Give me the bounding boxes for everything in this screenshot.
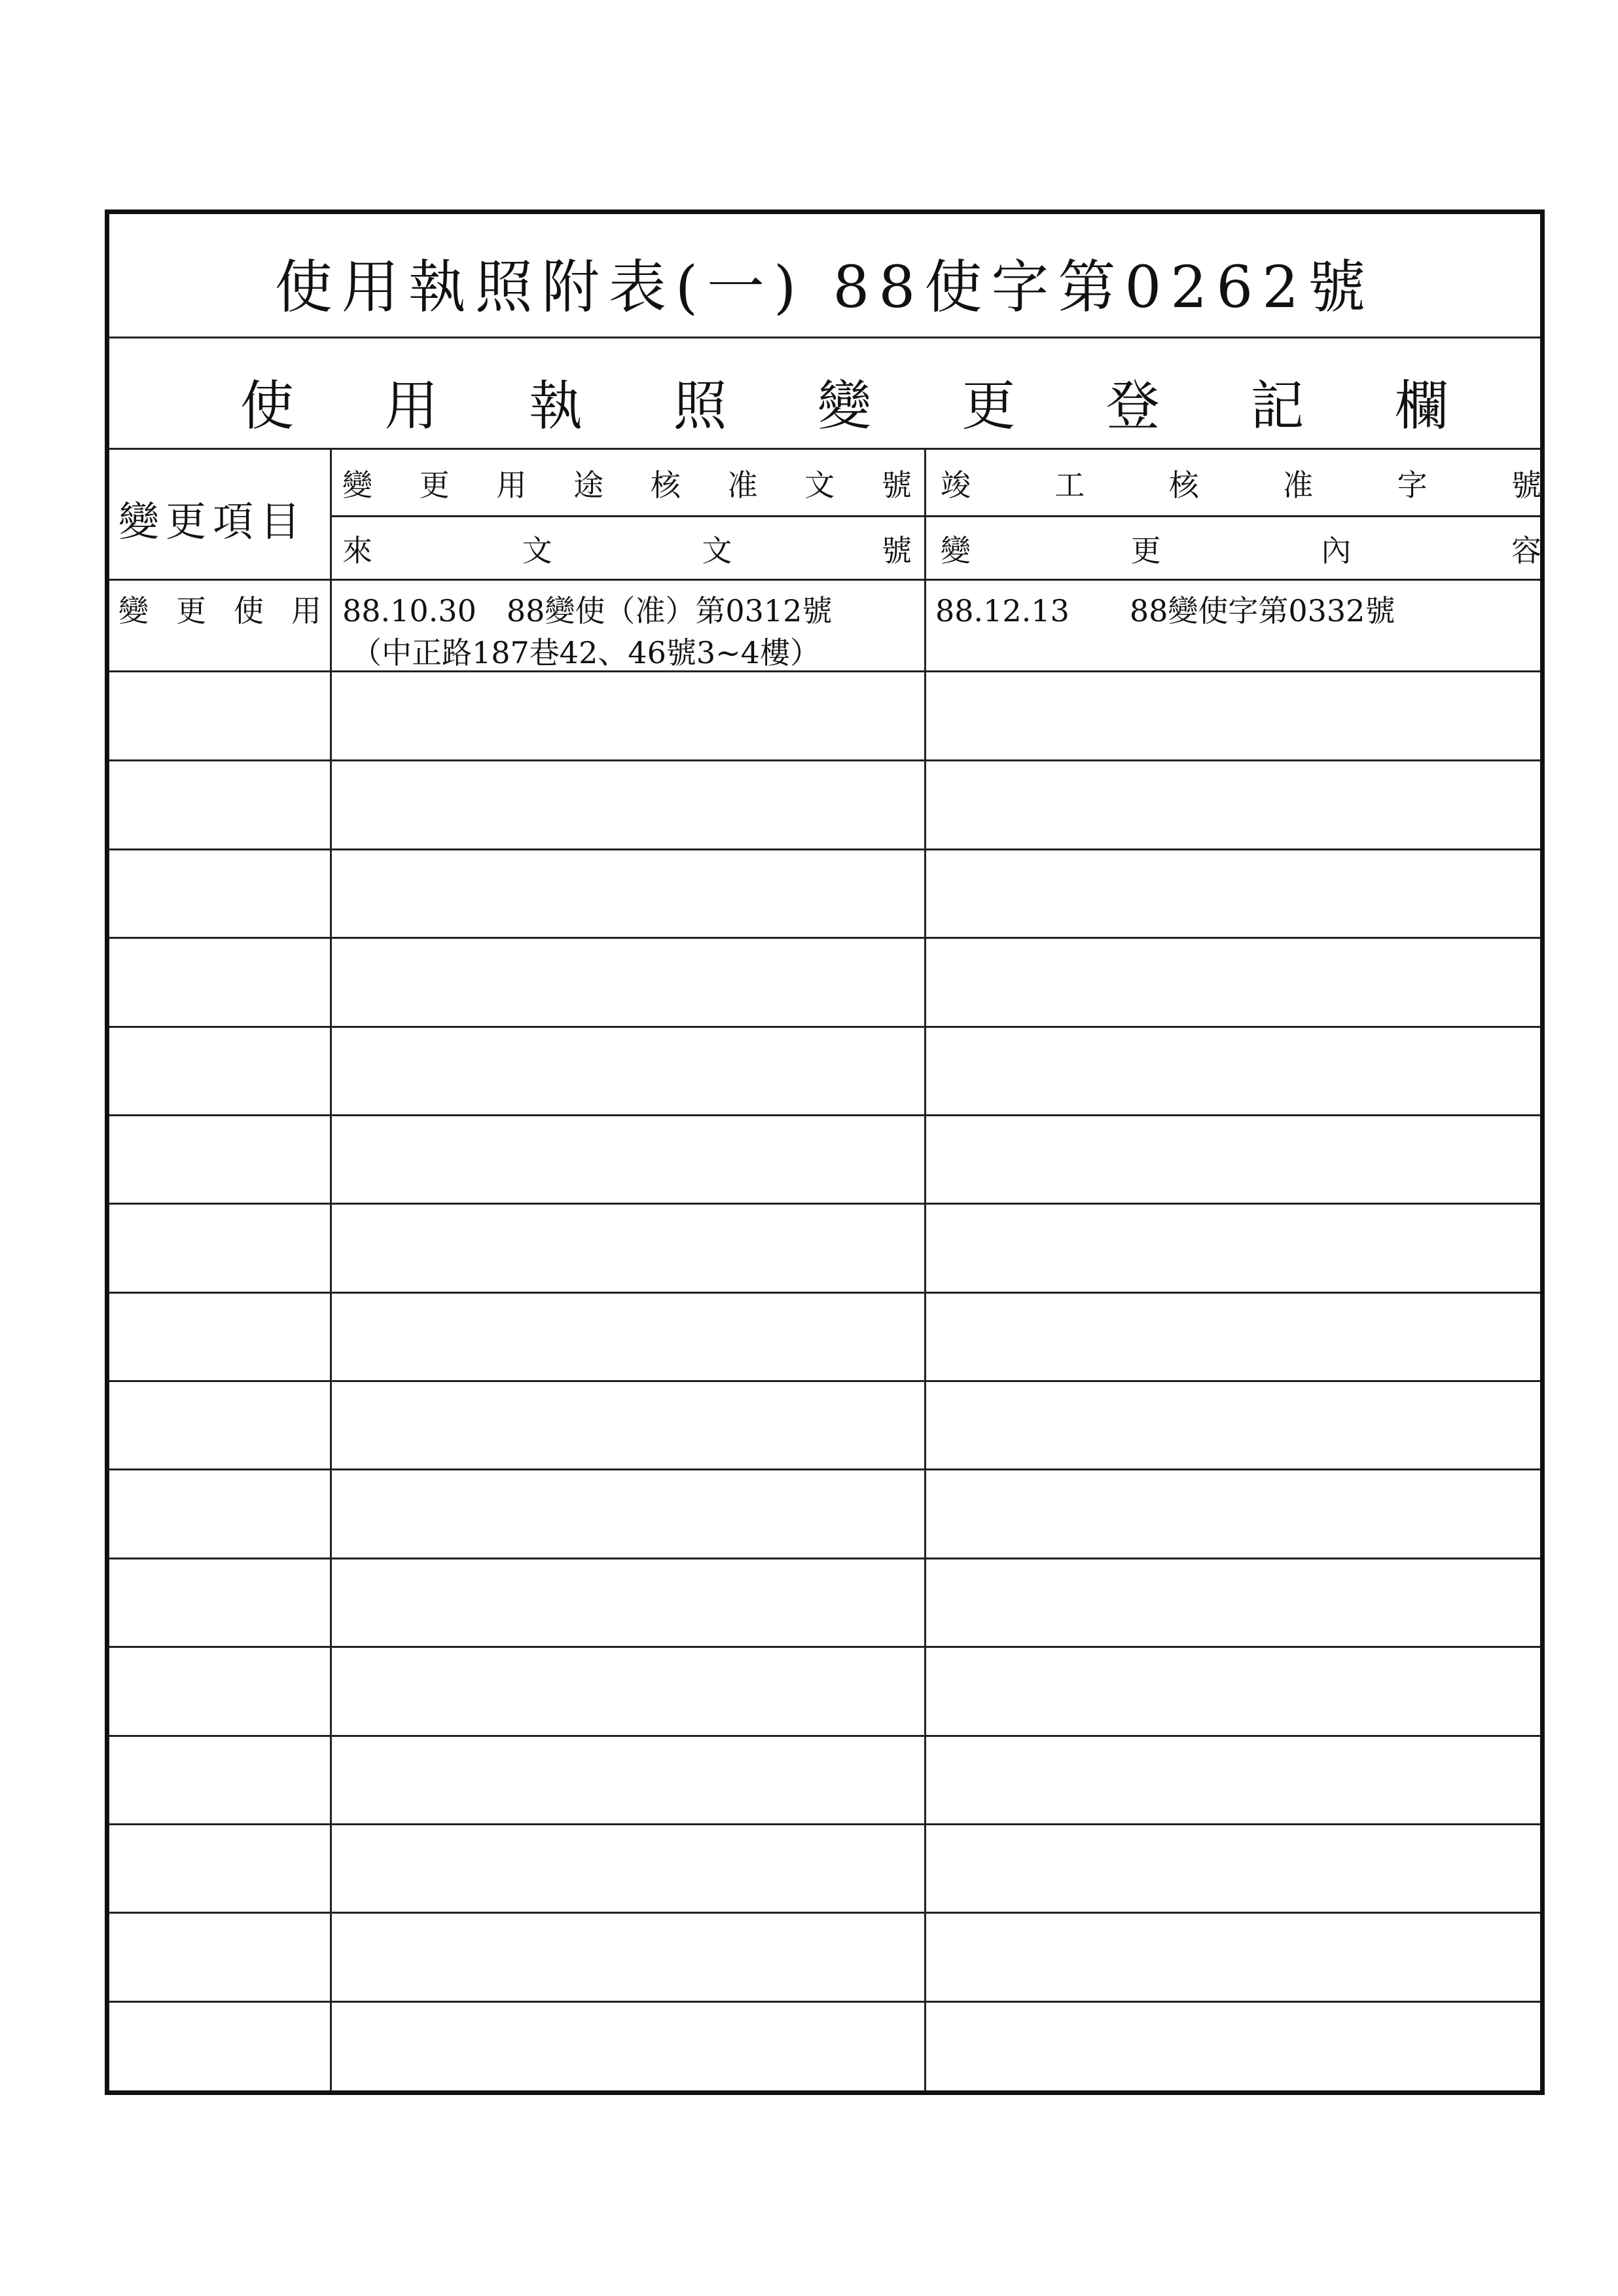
column-header-completion xyxy=(941,462,1541,505)
blank-row-divider xyxy=(109,1646,1540,1648)
blank-row-divider xyxy=(109,1735,1540,1737)
header-cell-char: 容 xyxy=(1511,533,1541,568)
entry-completion: 88.12.13 88變使字第0332號 xyxy=(935,593,1395,629)
header-char: 使 xyxy=(240,375,295,437)
header-cell-char: 更 xyxy=(419,467,450,503)
header-cell-char: 文 xyxy=(702,533,732,568)
blank-row-divider xyxy=(109,1203,1540,1205)
section-header-row xyxy=(109,338,1540,450)
entry-item-char: 更 xyxy=(176,593,206,629)
entry-item-char: 變 xyxy=(118,593,149,629)
entry-divider xyxy=(109,670,1540,672)
header-cell-char: 號 xyxy=(1511,467,1541,503)
entry-approval-line1: 88.10.30 88變使（准）第0312號 xyxy=(342,593,833,629)
header-bottom-divider xyxy=(109,579,1540,581)
blank-row-divider xyxy=(109,2001,1540,2003)
header-char: 執 xyxy=(528,375,583,437)
column-header-content xyxy=(941,527,1541,570)
column-header-incoming xyxy=(342,527,912,570)
header-cell-char: 變 xyxy=(342,467,372,503)
header-cell-char: 更 xyxy=(1130,533,1161,568)
header-char: 用 xyxy=(384,375,439,437)
header-char: 更 xyxy=(962,375,1016,437)
header-cell-char: 內 xyxy=(1321,533,1352,568)
entry-item-char: 使 xyxy=(234,593,264,629)
blank-row-divider xyxy=(109,1292,1540,1294)
header-cell-char: 用 xyxy=(496,467,527,503)
header-cell-char: 文 xyxy=(804,467,835,503)
header-char: 照 xyxy=(673,375,727,437)
section-header xyxy=(240,363,1448,440)
column-header-item: 變更項目 xyxy=(118,498,308,545)
header-cell-char: 竣 xyxy=(941,467,971,503)
header-char: 欄 xyxy=(1394,375,1448,437)
column-divider-2 xyxy=(924,450,926,2090)
header-cell-char: 字 xyxy=(1397,467,1428,503)
header-char: 記 xyxy=(1250,375,1304,437)
header-cell-char: 途 xyxy=(573,467,604,503)
entry-item xyxy=(118,587,321,630)
blank-row-divider xyxy=(109,1468,1540,1470)
header-cell-char: 核 xyxy=(650,467,681,503)
header-cell-char: 號 xyxy=(881,467,912,503)
header-mid-divider xyxy=(332,515,1540,517)
entry-item-char: 用 xyxy=(291,593,321,629)
column-header-approval xyxy=(342,462,912,505)
header-cell-char: 號 xyxy=(881,533,912,568)
header-cell-char: 准 xyxy=(727,467,758,503)
entry-approval-line2: （中正路187巷42、46號3~4樓） xyxy=(351,635,820,670)
document-title: 使用執照附表(一) 88使字第0262號 xyxy=(274,253,1375,321)
header-cell-char: 變 xyxy=(941,533,971,568)
blank-row-divider xyxy=(109,848,1540,850)
header-cell-char: 核 xyxy=(1168,467,1199,503)
title-row xyxy=(109,214,1540,338)
header-cell-char: 工 xyxy=(1054,467,1085,503)
blank-row-divider xyxy=(109,1912,1540,1914)
register-table xyxy=(105,210,1545,2095)
blank-row-divider xyxy=(109,1558,1540,1559)
blank-row-divider xyxy=(109,1380,1540,1382)
header-char: 登 xyxy=(1106,375,1160,437)
header-cell-char: 准 xyxy=(1283,467,1314,503)
column-divider-1 xyxy=(330,450,332,2090)
header-char: 變 xyxy=(817,375,871,437)
blank-row-divider xyxy=(109,1114,1540,1116)
header-cell-char: 來 xyxy=(342,533,372,568)
blank-row-divider xyxy=(109,1026,1540,1028)
blank-row-divider xyxy=(109,937,1540,939)
blank-row-divider xyxy=(109,759,1540,761)
blank-row-divider xyxy=(109,1823,1540,1825)
header-cell-char: 文 xyxy=(522,533,552,568)
